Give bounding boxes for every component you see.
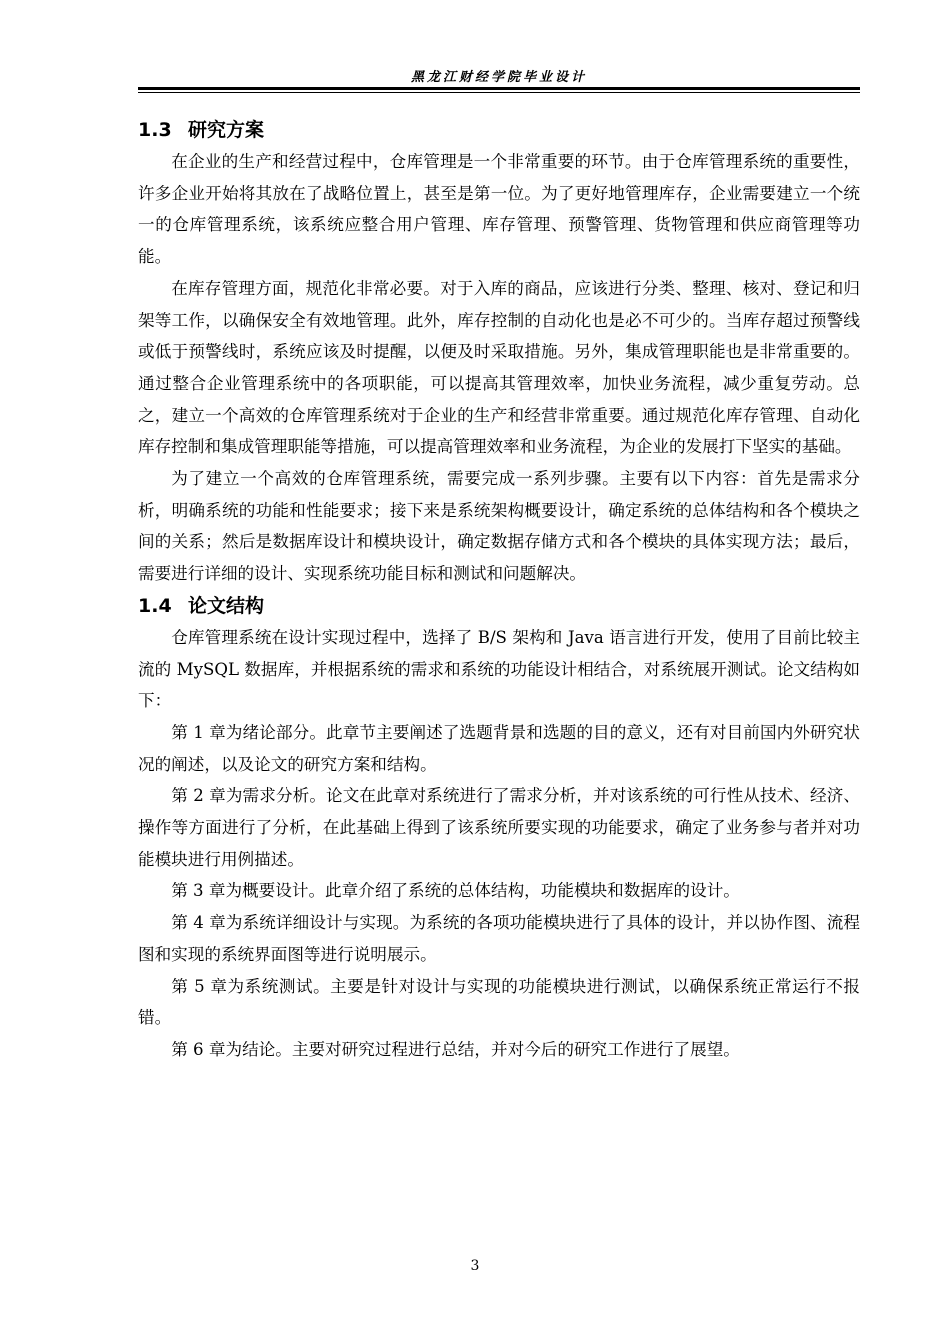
page-header-title: 黑龙江财经学院毕业设计 — [410, 70, 587, 85]
page-content — [138, 114, 860, 1066]
page-number: 3 — [470, 1258, 480, 1274]
paragraph: 第 5 章为系统测试。主要是针对设计与实现的功能模块进行测试，以确保系统正常运行不报错。 — [138, 976, 860, 1028]
section-number: 1.4 — [138, 594, 172, 617]
section-heading-1-3 — [138, 114, 860, 146]
paragraph: 第 6 章为结论。主要对研究过程进行总结，并对今后的研究工作进行了展望。 — [171, 1039, 740, 1059]
paragraph: 在企业的生产和经营过程中，仓库管理是一个非常重要的环节。由于仓库管理系统的重要性，许多企业开始将其放在了战略位置上，甚至是第一位。为了更好地管理库存，企业需要建立一个统一的仓库管理系统，该系统应整合用户管理、库存管理、预警管理、货物管理和供应商管理等功能。 — [138, 152, 860, 267]
paragraph: 为了建立一个高效的仓库管理系统，需要完成一系列步骤。主要有以下内容：首先是需求分析，明确系统的功能和性能要求；接下来是系统架构概要设计，确定系统的总体结构和各个模块之间的关系；然后是数据库设计和模块设计，确定数据存储方式和各个模块的具体实现方法；最后，需要进行详细的设计、实现系统功能目标和测试和问题解决。 — [138, 469, 860, 584]
paragraph: 第 1 章为绪论部分。此章节主要阐述了选题背景和选题的目的意义，还有对目前国内外研究状况的阐述，以及论文的研究方案和结构。 — [138, 722, 860, 774]
section-heading-1-4 — [138, 590, 860, 622]
section-title: 论文结构 — [188, 594, 265, 617]
header-rule-thick — [138, 87, 860, 90]
paragraph: 第 4 章为系统详细设计与实现。为系统的各项功能模块进行了具体的设计，并以协作图、流程图和实现的系统界面图等进行说明展示。 — [138, 913, 860, 964]
header-rule-thin — [138, 92, 860, 93]
paragraph: 在库存管理方面，规范化非常必要。对于入库的商品，应该进行分类、整理、核对、登记和归架等工作，以确保安全有效地管理。此外，库存控制的自动化也是必不可少的。当库存超过预警线或低于预警线时，系统应该及时提醒，以便及时采取措施。另外，集成管理职能也是非常重要的。通过整合企业管理系统中的各项职能，可以提高其管理效率，加快业务流程，减少重复劳动。总之，建立一个高效的仓库管理系统对于企业的生产和经营非常重要。通过规范化库存管理、自动化库存控制和集成管理职能等措施，可以提高管理效率和业务流程，为企业的发展打下坚实的基础。 — [138, 278, 860, 457]
section-number: 1.3 — [138, 119, 172, 141]
section-title: 研究方案 — [188, 119, 265, 141]
paragraph: 第 3 章为概要设计。此章介绍了系统的总体结构，功能模块和数据库的设计。 — [171, 881, 740, 901]
paragraph: 第 2 章为需求分析。论文在此章对系统进行了需求分析，并对该系统的可行性从技术、经济、操作等方面进行了分析，在此基础上得到了该系统所要实现的功能要求，确定了业务参与者并对功能模块进行用例描述。 — [138, 786, 860, 869]
paragraph: 仓库管理系统在设计实现过程中，选择了 B/S 架构和 Java 语言进行开发，使用了目前比较主流的 MySQL 数据库，并根据系统的需求和系统的功能设计相结合，对系统展开测试。论文结构如下： — [138, 627, 860, 711]
